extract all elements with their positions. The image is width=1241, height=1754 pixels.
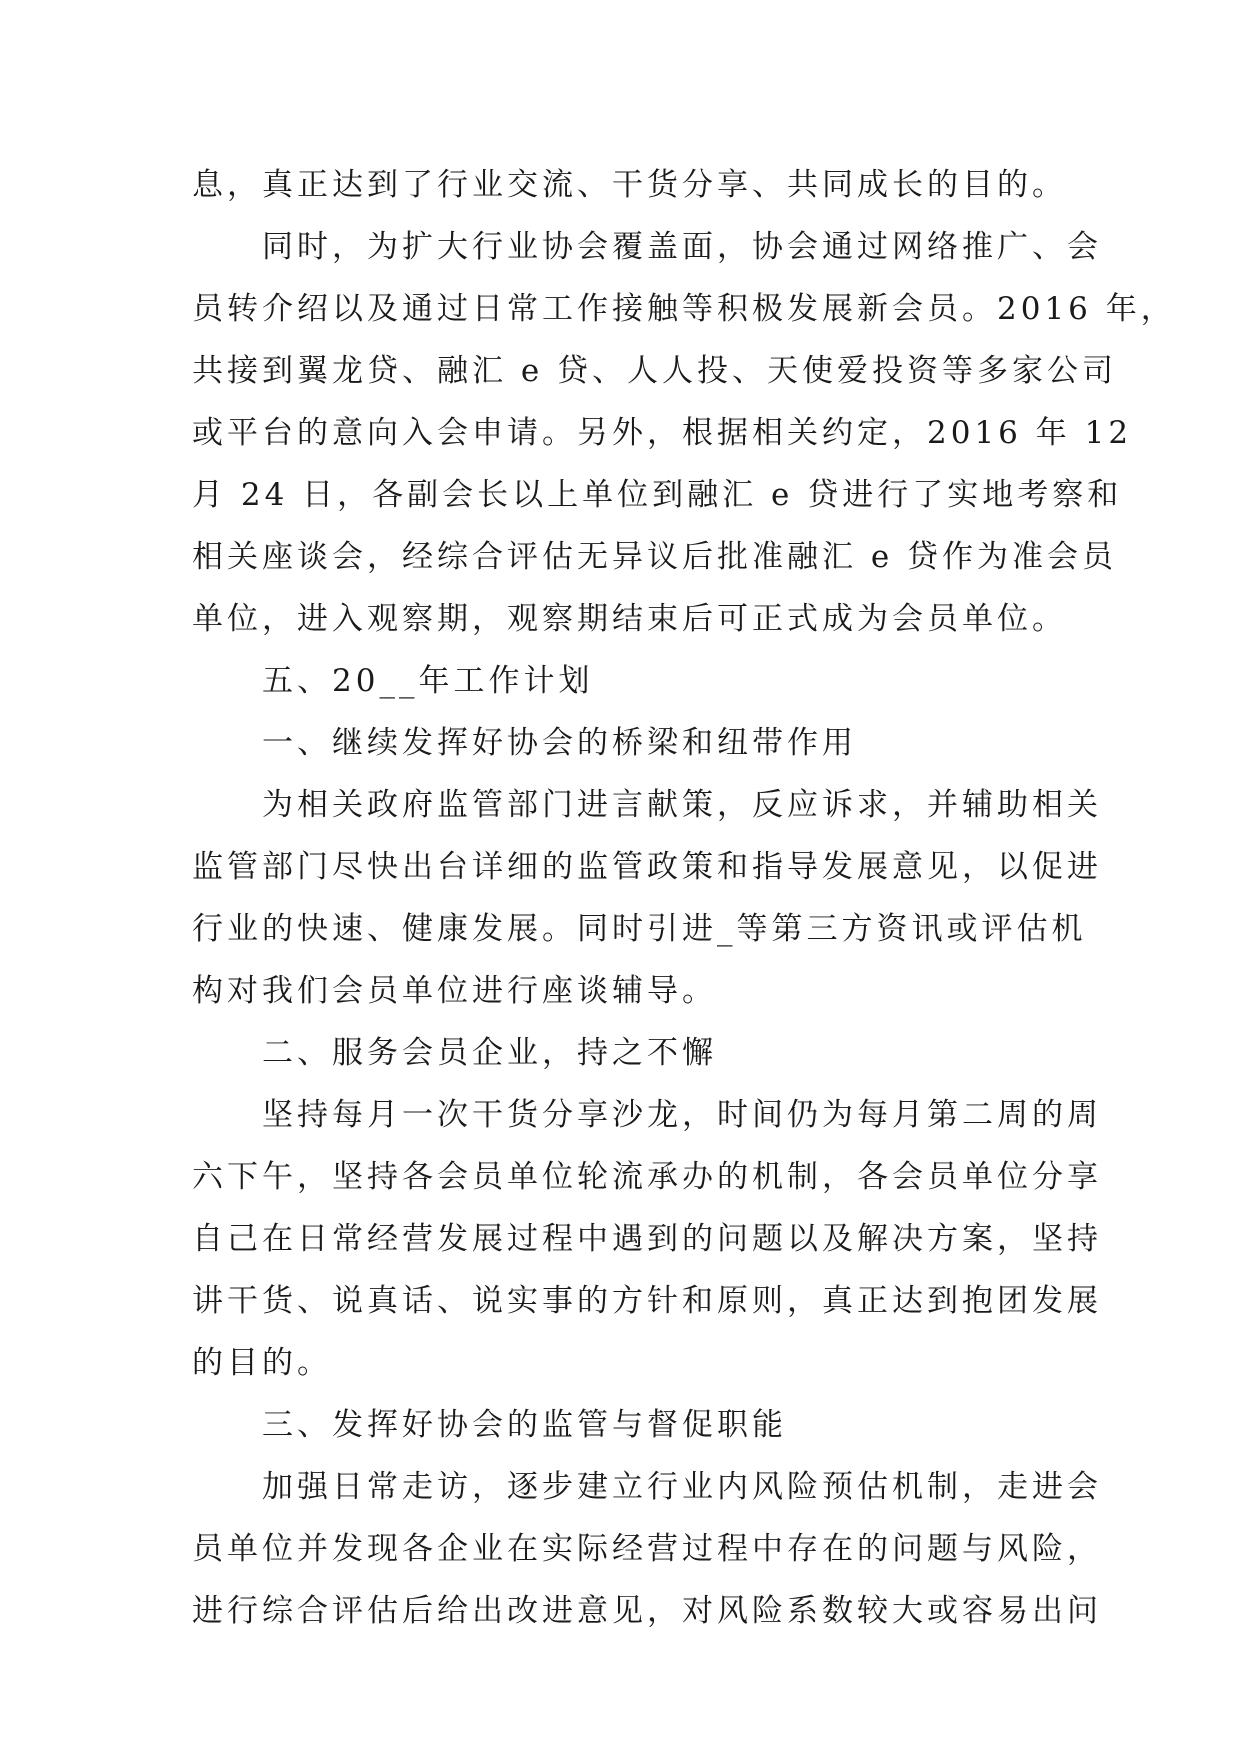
text-line: 月 24 日，各副会长以上单位到融汇 e 贷进行了实地考察和 bbox=[192, 477, 1123, 513]
text-line: 员单位并发现各企业在实际经营过程中存在的问题与风险， bbox=[192, 1531, 1102, 1567]
subsection-heading: 二、服务会员企业，持之不懈 bbox=[192, 1035, 717, 1071]
section-heading: 五、20__年工作计划 bbox=[192, 663, 594, 699]
text-line: 构对我们会员单位进行座谈辅导。 bbox=[192, 973, 717, 1009]
body-text bbox=[192, 154, 1176, 1642]
subsection-heading: 三、发挥好协会的监管与督促职能 bbox=[192, 1407, 787, 1443]
text-line: 监管部门尽快出台详细的监管政策和指导发展意见，以促进 bbox=[192, 849, 1102, 885]
text-line: 加强日常走访，逐步建立行业内风险预估机制，走进会 bbox=[192, 1469, 1102, 1505]
text-line: 的目的。 bbox=[192, 1345, 332, 1381]
text-line: 为相关政府监管部门进言献策，反应诉求，并辅助相关 bbox=[192, 787, 1102, 823]
text-line: 单位，进入观察期，观察期结束后可正式成为会员单位。 bbox=[192, 601, 1067, 637]
text-line: 相关座谈会，经综合评估无异议后批准融汇 e 贷作为准会员 bbox=[192, 539, 1118, 575]
text-line: 自己在日常经营发展过程中遇到的问题以及解决方案，坚持 bbox=[192, 1221, 1102, 1257]
text-line: 讲干货、说真话、说实事的方针和原则，真正达到抱团发展 bbox=[192, 1283, 1102, 1319]
text-line: 进行综合评估后给出改进意见，对风险系数较大或容易出问 bbox=[192, 1593, 1102, 1629]
text-line: 同时，为扩大行业协会覆盖面，协会通过网络推广、会 bbox=[192, 229, 1102, 265]
text-line: 坚持每月一次干货分享沙龙，时间仍为每月第二周的周 bbox=[192, 1097, 1102, 1133]
text-line: 员转介绍以及通过日常工作接触等积极发展新会员。2016 年， bbox=[192, 291, 1176, 327]
subsection-heading: 一、继续发挥好协会的桥梁和纽带作用 bbox=[192, 725, 857, 761]
text-line: 共接到翼龙贷、融汇 e 贷、人人投、天使爱投资等多家公司 bbox=[192, 353, 1118, 389]
text-line: 息，真正达到了行业交流、干货分享、共同成长的目的。 bbox=[192, 167, 1067, 203]
text-line: 或平台的意向入会申请。另外，根据相关约定，2016 年 12 bbox=[192, 415, 1133, 451]
text-line: 六下午，坚持各会员单位轮流承办的机制，各会员单位分享 bbox=[192, 1159, 1102, 1195]
text-line: 行业的快速、健康发展。同时引进_等第三方资讯或评估机 bbox=[192, 911, 1087, 947]
